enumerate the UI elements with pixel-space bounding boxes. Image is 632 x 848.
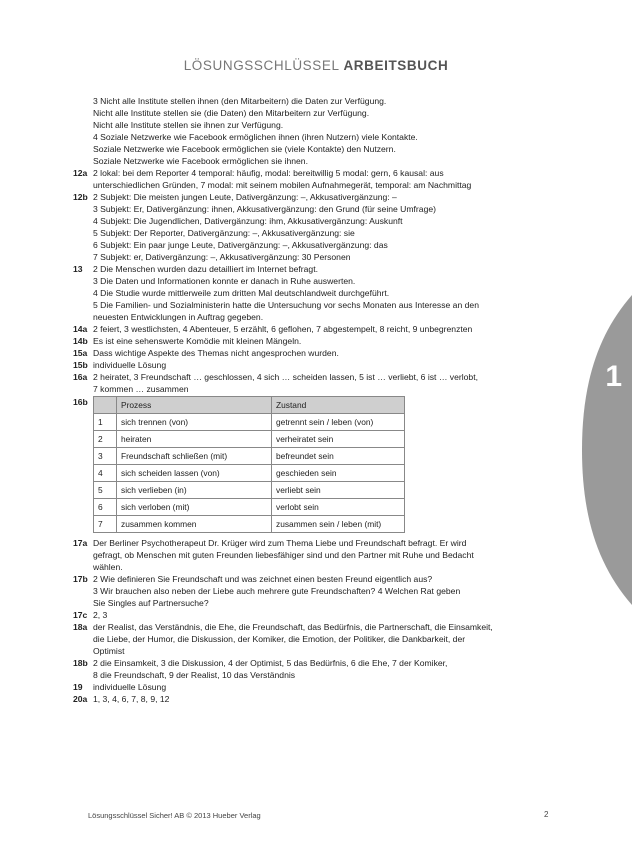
zustand-cell: geschieden sein	[272, 465, 405, 482]
entry-line: 2 Subjekt: Die meisten jungen Leute, Dativergänzung: –, Akkusativergänzung: –	[93, 192, 397, 202]
zustand-cell: verlobt sein	[272, 499, 405, 516]
entry-line: gefragt, ob Menschen mit guten Freunden liebesfähiger sind und den Partner mit Ruhe und Bedacht	[93, 550, 474, 560]
entry-18b	[73, 657, 553, 681]
zustand-cell: getrennt sein / leben (von)	[272, 414, 405, 431]
entry-number: 17c	[73, 610, 88, 620]
prozess-cell: sich verlieben (in)	[117, 482, 272, 499]
intro-line: 3 Nicht alle Institute stellen ihnen (den Mitarbeitern) die Daten zur Verfügung.	[93, 96, 387, 106]
entry-line: unterschiedlichen Gründen, 7 modal: mit seinem mobilen Aufnahmegerät, temporal: am Nachmittag	[93, 180, 472, 190]
row-number: 6	[94, 499, 117, 516]
entries-part2	[73, 537, 553, 705]
intro-line: Nicht alle Institute stellen sie ihnen zur Verfügung.	[93, 120, 284, 130]
entry-line: individuelle Lösung	[93, 682, 167, 692]
entry-16a	[73, 371, 553, 395]
table-row	[94, 465, 405, 482]
prozess-cell: heiraten	[117, 431, 272, 448]
entry-line: 2 feiert, 3 westlichsten, 4 Abenteuer, 5 erzählt, 6 geflohen, 7 abgestempelt, 8 reicht, 9 unbegrenzten	[93, 324, 473, 334]
entry-line: wählen.	[93, 562, 123, 572]
entries-part1	[73, 167, 553, 395]
entry-18a	[73, 621, 553, 657]
entry-17c	[73, 609, 553, 621]
entry-line: 3 Wir brauchen also neben der Liebe auch mehrere gute Freundschaften? 4 Welchen Rat geben	[93, 586, 461, 596]
answer-content	[73, 95, 553, 705]
entry-line: 3 Die Daten und Informationen konnte er danach in Ruhe auswerten.	[93, 276, 356, 286]
table-row	[94, 431, 405, 448]
chapter-number: 1	[605, 360, 622, 393]
entry-14a	[73, 323, 553, 335]
entry-16b	[73, 396, 553, 533]
entry-line: neuesten Entwicklungen in Auftrag gegeben.	[93, 312, 264, 322]
row-number: 3	[94, 448, 117, 465]
row-number: 4	[94, 465, 117, 482]
table-header-row	[94, 397, 405, 414]
entry-17a	[73, 537, 553, 573]
entry-line: Der Berliner Psychotherapeut Dr. Krüger wird zum Thema Liebe und Freundschaft befragt. Er wird	[93, 538, 467, 548]
prozess-cell: sich verloben (mit)	[117, 499, 272, 516]
row-number: 7	[94, 516, 117, 533]
entry-number: 15b	[73, 360, 88, 370]
header-prozess: Prozess	[117, 397, 272, 414]
entry-line: Optimist	[93, 646, 125, 656]
table-row	[94, 516, 405, 533]
intro-line: 4 Soziale Netzwerke wie Facebook ermöglichen ihnen (ihren Nutzern) viele Kontakte.	[93, 132, 418, 142]
prozess-cell: zusammen kommen	[117, 516, 272, 533]
entry-line: Dass wichtige Aspekte des Themas nicht angesprochen wurden.	[93, 348, 339, 358]
header-empty	[94, 397, 117, 414]
intro-line: Nicht alle Institute stellen sie (die Daten) den Mitarbeitern zur Verfügung.	[93, 108, 370, 118]
entry-number: 17b	[73, 574, 88, 584]
entry-line: 2 die Einsamkeit, 3 die Diskussion, 4 der Optimist, 5 das Bedürfnis, 6 die Ehe, 7 der Komiker,	[93, 658, 448, 668]
prozess-cell: sich scheiden lassen (von)	[117, 465, 272, 482]
entry-number: 18a	[73, 622, 88, 632]
entry-number: 14a	[73, 324, 88, 334]
entry-17b	[73, 573, 553, 609]
entry-line: 8 die Freundschaft, 9 der Realist, 10 das Verständnis	[93, 670, 296, 680]
zustand-cell: zusammen sein / leben (mit)	[272, 516, 405, 533]
entry-line: Sie Singles auf Partnersuche?	[93, 598, 209, 608]
entry-number: 13	[73, 264, 83, 274]
table-row	[94, 448, 405, 465]
row-number: 2	[94, 431, 117, 448]
entry-12a	[73, 167, 553, 191]
prozess-cell: Freundschaft schließen (mit)	[117, 448, 272, 465]
header-zustand: Zustand	[272, 397, 405, 414]
entry-line: 2 heiratet, 3 Freundschaft … geschlossen, 4 sich … scheiden lassen, 5 ist … verliebt, 6 ist … verlobt,	[93, 372, 478, 382]
zustand-cell: befreundet sein	[272, 448, 405, 465]
entry-number: 18b	[73, 658, 88, 668]
entry-12b	[73, 191, 553, 263]
entry-line: 2 lokal: bei dem Reporter 4 temporal: häufig, modal: bereitwillig 5 modal: gern, 6 kausal: aus	[93, 168, 444, 178]
title-light: LÖSUNGSSCHLÜSSEL	[183, 58, 340, 73]
entry-14b	[73, 335, 553, 347]
entry-line: Es ist eine sehenswerte Komödie mit kleinen Mängeln.	[93, 336, 302, 346]
entry-number: 12a	[73, 168, 88, 178]
entry-line: 5 Subjekt: Der Reporter, Dativergänzung: –, Akkusativergänzung: sie	[93, 228, 355, 238]
entry-line: 4 Subjekt: Die Jugendlichen, Dativergänzung: ihm, Akkusativergänzung: Auskunft	[93, 216, 403, 226]
entry-number: 16a	[73, 372, 88, 382]
intro-line: Soziale Netzwerke wie Facebook ermöglichen sie ihnen.	[93, 156, 308, 166]
entry-line: die Liebe, der Humor, die Diskussion, der Komiker, die Emotion, der Politiker, die Dankbarkeit, der	[93, 634, 466, 644]
entry-15a	[73, 347, 553, 359]
entry-20a	[73, 693, 553, 705]
table-row	[94, 414, 405, 431]
row-number: 1	[94, 414, 117, 431]
zustand-cell: verheiratet sein	[272, 431, 405, 448]
prozess-cell: sich trennen (von)	[117, 414, 272, 431]
entry-line: 7 Subjekt: er, Dativergänzung: –, Akkusativergänzung: 30 Personen	[93, 252, 351, 262]
row-number: 5	[94, 482, 117, 499]
table-row	[94, 482, 405, 499]
title-bold: ARBEITSBUCH	[343, 58, 449, 73]
entry-line: 7 kommen … zusammen	[93, 384, 189, 394]
entry-line: 5 Die Familien- und Sozialministerin hatte die Untersuchung vor sechs Monaten aus Interesse an den	[93, 300, 479, 310]
entry-line: 3 Subjekt: Er, Dativergänzung: ihnen, Akkusativergänzung: den Grund (für seine Umfrage)	[93, 204, 436, 214]
entry-line: 6 Subjekt: Ein paar junge Leute, Dativergänzung: –, Akkusativergänzung: das	[93, 240, 388, 250]
entry-number: 14b	[73, 336, 88, 346]
entry-15b	[73, 359, 553, 371]
entry-13	[73, 263, 553, 323]
intro-block	[73, 95, 553, 167]
zustand-cell: verliebt sein	[272, 482, 405, 499]
intro-line: Soziale Netzwerke wie Facebook ermöglichen sie (viele Kontakte) den Nutzern.	[93, 144, 396, 154]
entry-19	[73, 681, 553, 693]
entry-number: 19	[73, 682, 83, 692]
entry-line: individuelle Lösung	[93, 360, 167, 370]
entry-number: 20a	[73, 694, 88, 704]
entry-line: 4 Die Studie wurde mittlerweile zum dritten Mal deutschlandweit durchgeführt.	[93, 288, 390, 298]
entry-number: 17a	[73, 538, 88, 548]
entry-number: 15a	[73, 348, 88, 358]
entry-line: 2 Die Menschen wurden dazu detailliert im Internet befragt.	[93, 264, 318, 274]
entry-number: 16b	[73, 397, 88, 407]
footer-source: Lösungsschlüssel Sicher! AB © 2013 Hueber Verlag	[88, 811, 261, 820]
page-number: 2	[544, 810, 549, 819]
entry-number: 12b	[73, 192, 88, 202]
table-row	[94, 499, 405, 516]
entry-line: 2 Wie definieren Sie Freundschaft und was zeichnet einen besten Freund eigentlich aus?	[93, 574, 433, 584]
table-16b	[93, 396, 405, 533]
page-title	[0, 58, 632, 73]
entry-line: 2, 3	[93, 610, 108, 620]
entry-line: der Realist, das Verständnis, die Ehe, die Freundschaft, das Bedürfnis, die Partnerschaft, die Einsamkeit,	[93, 622, 493, 632]
entry-line: 1, 3, 4, 6, 7, 8, 9, 12	[93, 694, 170, 704]
chapter-tab	[572, 295, 632, 605]
